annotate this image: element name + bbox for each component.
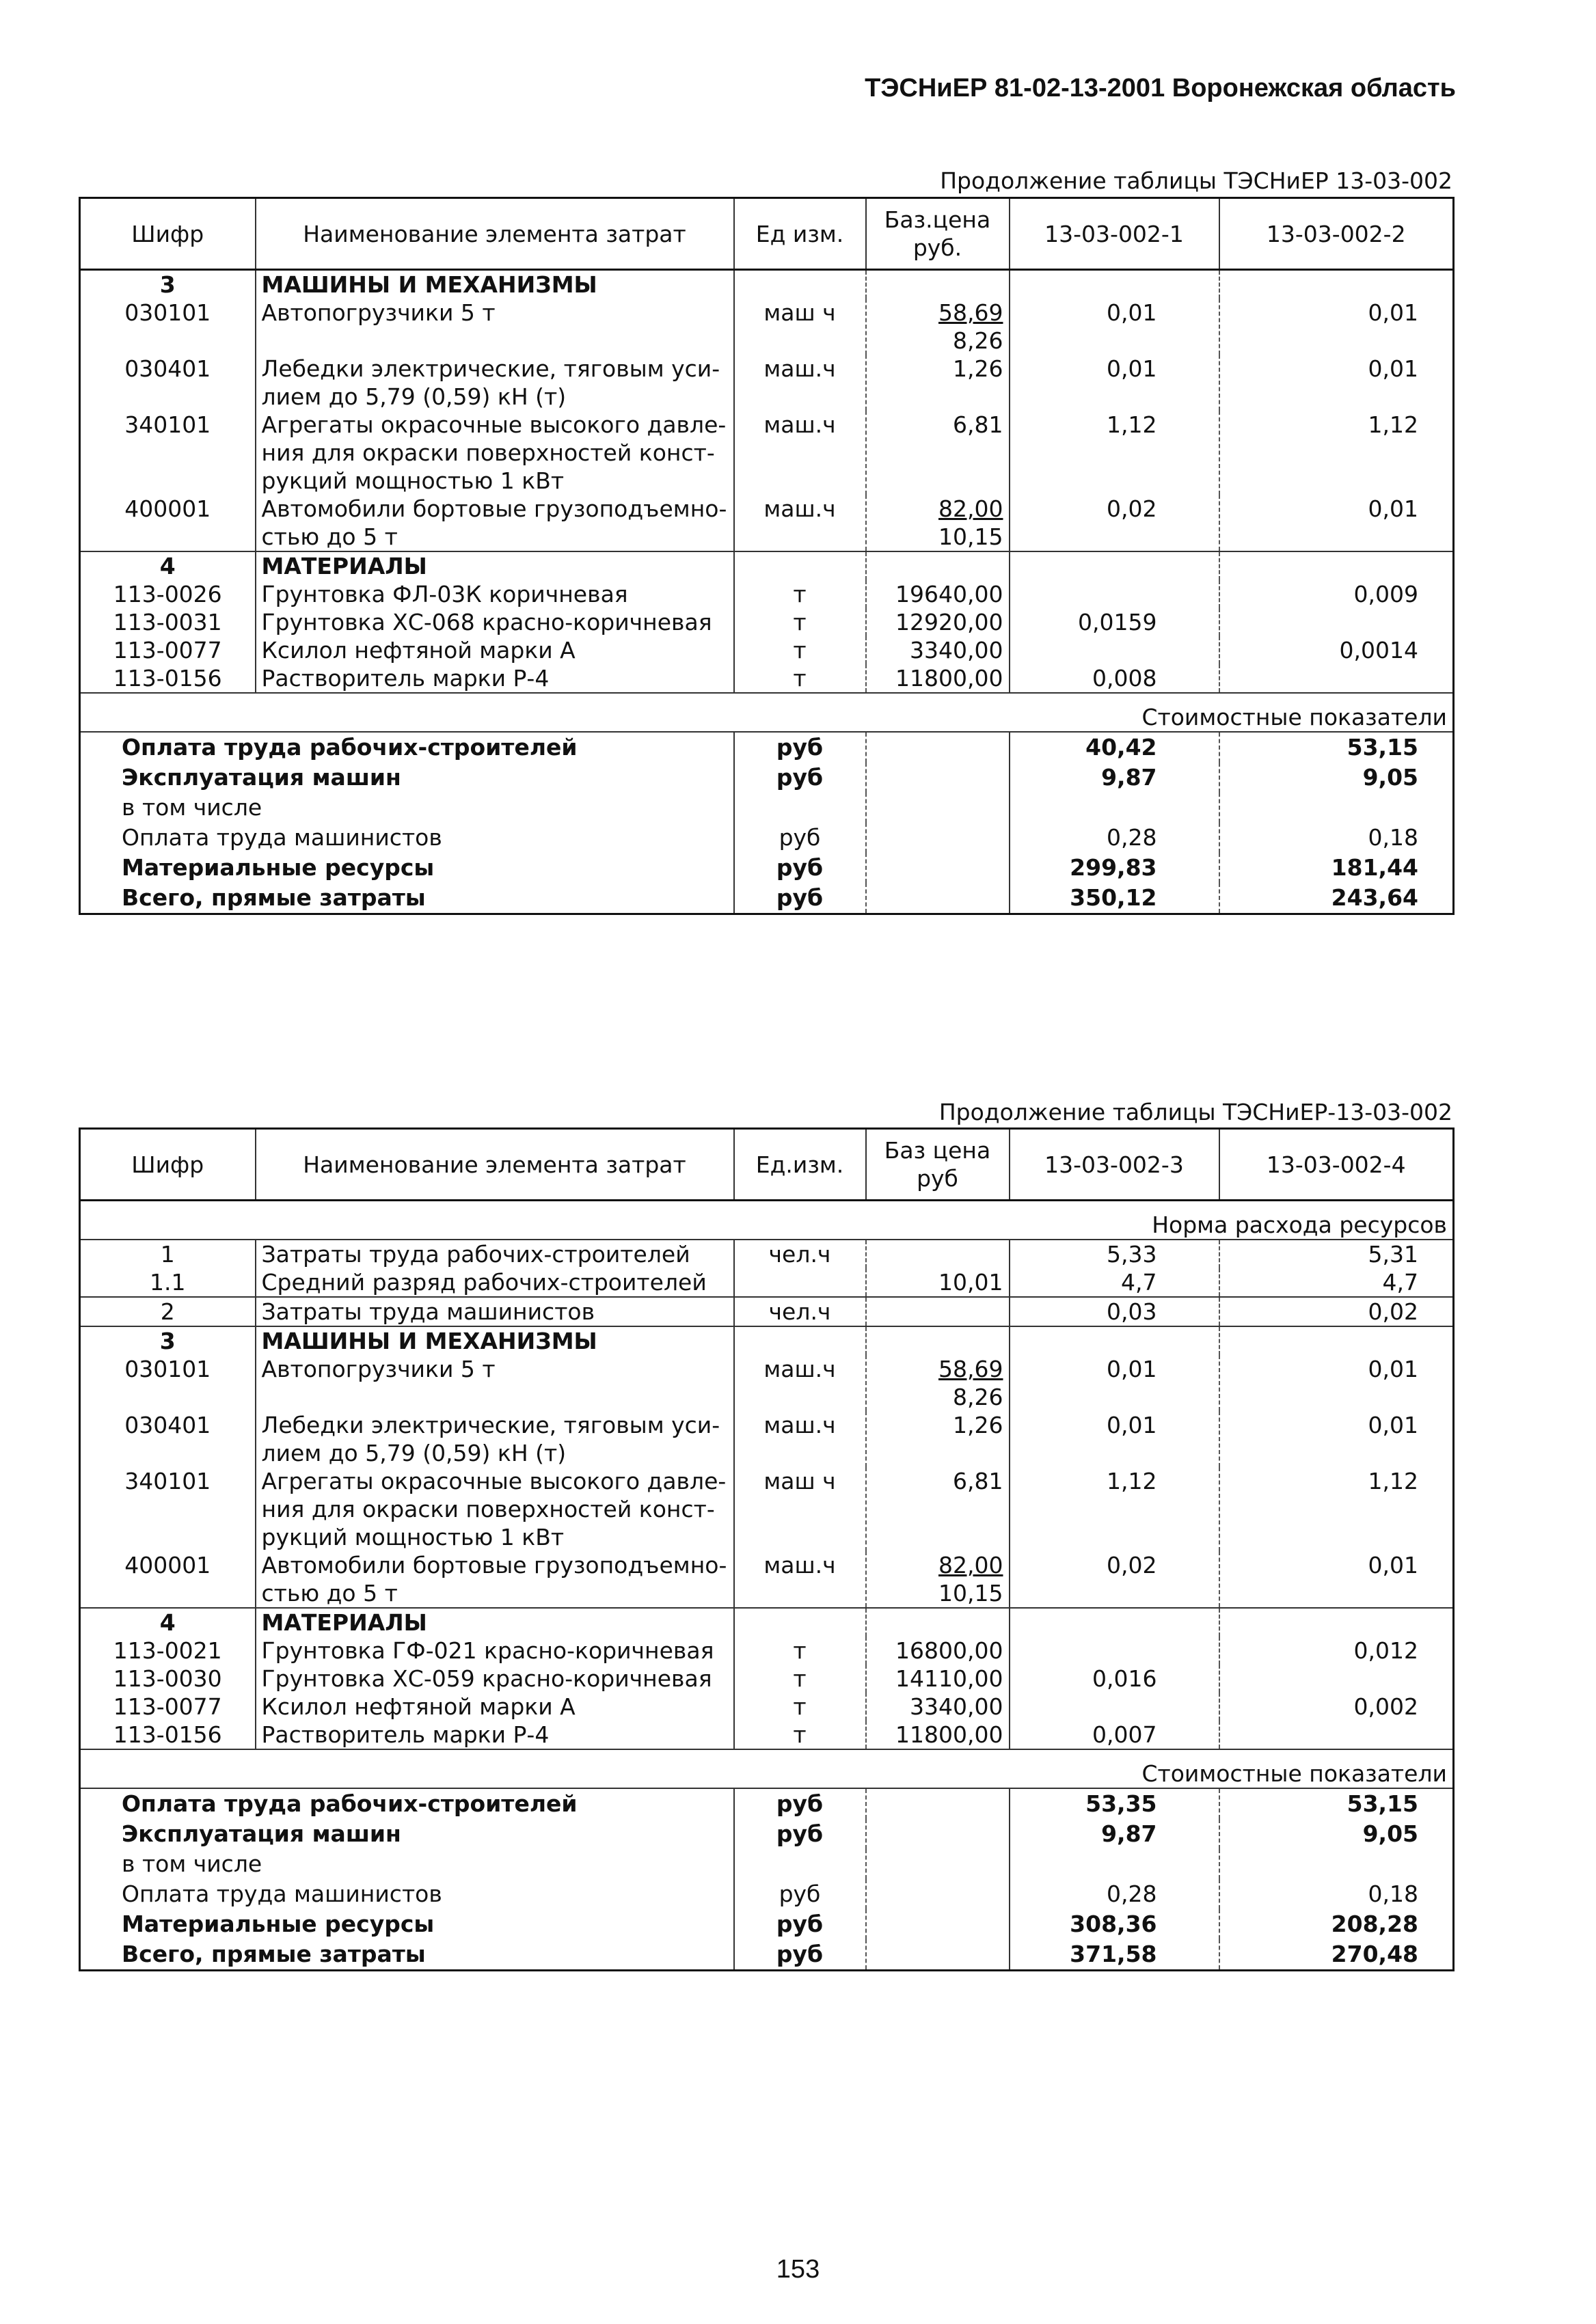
cost-unit: руб bbox=[734, 853, 866, 883]
row-price: 10,01 bbox=[866, 1268, 1010, 1297]
cost-row bbox=[80, 763, 1454, 793]
row-value-1: 4,7 bbox=[1010, 1268, 1219, 1297]
cost-label: Всего, прямые затраты bbox=[80, 1939, 734, 1971]
header-col2: 13-03-002-4 bbox=[1219, 1129, 1454, 1201]
table-row bbox=[80, 411, 1454, 495]
cost-unit: руб bbox=[734, 1939, 866, 1971]
cost-value-1: 53,35 bbox=[1010, 1788, 1219, 1819]
table-row bbox=[80, 1721, 1454, 1749]
row-value-1 bbox=[1010, 1693, 1219, 1721]
row-value-1: 0,02 bbox=[1010, 1551, 1219, 1608]
row-name: Затраты труда рабочих-строителей bbox=[256, 1240, 734, 1268]
row-name: Агрегаты окрасочные высокого давле-ния для окраски поверхностей конст-рукций мощностью 1 кВт bbox=[256, 1467, 734, 1551]
row-price bbox=[866, 355, 1010, 411]
row-value-2 bbox=[1219, 1721, 1454, 1749]
cost-label: Оплата труда рабочих-строителей bbox=[80, 1788, 734, 1819]
labor-row bbox=[80, 1240, 1454, 1268]
price-value: 3340,00 bbox=[910, 637, 1003, 664]
row-value-1: 1,12 bbox=[1010, 1467, 1219, 1551]
empty-cell bbox=[1010, 1326, 1219, 1355]
cost-value-1: 0,28 bbox=[1010, 1879, 1219, 1909]
row-code: 030401 bbox=[80, 1411, 256, 1467]
empty-cell bbox=[734, 551, 866, 580]
row-value-2: 0,0014 bbox=[1339, 637, 1418, 664]
row-unit: т bbox=[734, 1665, 866, 1693]
row-value-2: 0,01 bbox=[1368, 355, 1418, 382]
row-code: 340101 bbox=[80, 1467, 256, 1551]
price-value: 3340,00 bbox=[910, 1693, 1003, 1720]
empty-cell bbox=[866, 1326, 1010, 1355]
empty-cell bbox=[866, 732, 1010, 763]
section-code: 4 bbox=[80, 551, 256, 580]
row-price bbox=[866, 411, 1010, 495]
row-name: Растворитель марки Р-4 bbox=[256, 664, 734, 693]
row-code: 113-0031 bbox=[80, 608, 256, 636]
cost-row bbox=[80, 1849, 1454, 1879]
cost-row bbox=[80, 1909, 1454, 1939]
empty-cell bbox=[866, 551, 1010, 580]
row-code: 113-0077 bbox=[80, 1693, 256, 1721]
section-code: 3 bbox=[80, 270, 256, 299]
empty-cell bbox=[866, 853, 1010, 883]
row-value-2: 0,01 bbox=[1368, 495, 1418, 522]
cost-value-2: 181,44 bbox=[1331, 854, 1418, 881]
empty-cell bbox=[1219, 1326, 1454, 1355]
table-row bbox=[80, 495, 1454, 551]
cost-value-2 bbox=[1219, 793, 1454, 823]
price-value: 14110,00 bbox=[895, 1665, 1003, 1692]
cost-row bbox=[80, 793, 1454, 823]
cost-unit: руб bbox=[734, 823, 866, 853]
cost-value-1: 308,36 bbox=[1010, 1909, 1219, 1939]
empty-cell bbox=[734, 1608, 866, 1637]
empty-cell bbox=[1219, 551, 1454, 580]
price-value: 19640,00 bbox=[895, 581, 1003, 607]
empty-cell bbox=[866, 270, 1010, 299]
document-header: ТЭСНиЕР 81-02-13-2001 Воронежская область bbox=[865, 74, 1456, 102]
row-unit: т bbox=[734, 1637, 866, 1665]
empty-cell bbox=[866, 1939, 1010, 1971]
row-unit: маш.ч bbox=[734, 355, 866, 411]
empty-cell bbox=[866, 763, 1010, 793]
row-unit: т bbox=[734, 636, 866, 664]
row-value-1 bbox=[1010, 580, 1219, 608]
cost-unit: руб bbox=[734, 1819, 866, 1849]
resource-table-1 bbox=[79, 197, 1455, 915]
row-code: 113-0156 bbox=[80, 1721, 256, 1749]
row-code: 113-0021 bbox=[80, 1637, 256, 1665]
cost-label: в том числе bbox=[80, 1849, 734, 1879]
price-value: 12920,00 bbox=[895, 609, 1003, 635]
labor-row bbox=[80, 1268, 1454, 1297]
row-name: Ксилол нефтяной марки А bbox=[256, 636, 734, 664]
cost-banner-row bbox=[80, 693, 1454, 732]
cost-value-2: 0,18 bbox=[1368, 1881, 1418, 1907]
cost-unit bbox=[734, 793, 866, 823]
header-price: Баз.цена руб. bbox=[866, 198, 1010, 270]
table1-continuation-caption: Продолжение таблицы ТЭСНиЕР 13-03-002 bbox=[940, 167, 1452, 194]
cost-unit: руб bbox=[734, 763, 866, 793]
empty-cell bbox=[866, 883, 1010, 914]
price-sub-value: 8,26 bbox=[953, 327, 1003, 354]
row-value-2: 0,012 bbox=[1353, 1637, 1418, 1664]
row-code: 030401 bbox=[80, 355, 256, 411]
row-price bbox=[866, 1411, 1010, 1467]
section-row bbox=[80, 270, 1454, 299]
price-value: 6,81 bbox=[953, 1468, 1003, 1494]
row-price bbox=[866, 1665, 1010, 1693]
table-row bbox=[80, 1411, 1454, 1467]
row-code: 340101 bbox=[80, 411, 256, 495]
empty-cell bbox=[866, 1819, 1010, 1849]
labor-row bbox=[80, 1297, 1454, 1326]
row-unit: т bbox=[734, 1721, 866, 1749]
row-name: Затраты труда машинистов bbox=[256, 1297, 734, 1326]
cost-unit: руб bbox=[734, 732, 866, 763]
page-number: 153 bbox=[776, 2255, 820, 2284]
cost-row bbox=[80, 1788, 1454, 1819]
cost-banner-row bbox=[80, 1749, 1454, 1788]
cost-label: Материальные ресурсы bbox=[80, 853, 734, 883]
row-code: 030101 bbox=[80, 1355, 256, 1411]
section-row bbox=[80, 1326, 1454, 1355]
row-value-1 bbox=[1010, 1637, 1219, 1665]
row-value-1 bbox=[1010, 636, 1219, 664]
cost-label: Эксплуатация машин bbox=[80, 1819, 734, 1849]
row-code: 1.1 bbox=[80, 1268, 256, 1297]
cost-value-1: 0,28 bbox=[1010, 823, 1219, 853]
table-row bbox=[80, 1551, 1454, 1608]
cost-row bbox=[80, 823, 1454, 853]
row-value-2: 0,002 bbox=[1353, 1693, 1418, 1720]
cost-row bbox=[80, 853, 1454, 883]
row-code: 400001 bbox=[80, 1551, 256, 1608]
cost-row bbox=[80, 732, 1454, 763]
row-value-1: 5,33 bbox=[1010, 1240, 1219, 1268]
table-header-row bbox=[80, 198, 1454, 270]
empty-cell bbox=[1010, 1608, 1219, 1637]
empty-cell bbox=[1219, 1608, 1454, 1637]
row-value-2 bbox=[1219, 664, 1454, 693]
table-row bbox=[80, 608, 1454, 636]
cost-value-1: 9,87 bbox=[1010, 1819, 1219, 1849]
table-row bbox=[80, 1355, 1454, 1411]
header-code: Шифр bbox=[80, 1129, 256, 1201]
row-code: 113-0156 bbox=[80, 664, 256, 693]
empty-cell bbox=[866, 823, 1010, 853]
row-value-2: 0,009 bbox=[1353, 581, 1418, 607]
empty-cell bbox=[1010, 551, 1219, 580]
header-name: Наименование элемента затрат bbox=[256, 1129, 734, 1201]
cost-unit bbox=[734, 1849, 866, 1879]
row-code: 113-0030 bbox=[80, 1665, 256, 1693]
section-title: МАТЕРИАЛЫ bbox=[256, 551, 734, 580]
row-value-2: 0,01 bbox=[1368, 1552, 1418, 1578]
row-value-2: 5,31 bbox=[1368, 1241, 1418, 1268]
section-code: 4 bbox=[80, 1608, 256, 1637]
cost-value-2: 0,18 bbox=[1368, 824, 1418, 851]
cost-row bbox=[80, 883, 1454, 914]
cost-label: Оплата труда машинистов bbox=[80, 823, 734, 853]
empty-cell bbox=[866, 1879, 1010, 1909]
row-value-2 bbox=[1219, 608, 1454, 636]
row-price bbox=[866, 636, 1010, 664]
row-value-1: 0,01 bbox=[1010, 299, 1219, 355]
empty-cell bbox=[866, 793, 1010, 823]
row-price bbox=[866, 1721, 1010, 1749]
row-value-1: 0,016 bbox=[1010, 1665, 1219, 1693]
price-sub-value: 10,15 bbox=[938, 1580, 1003, 1607]
row-price bbox=[866, 1637, 1010, 1665]
section-code: 3 bbox=[80, 1326, 256, 1355]
header-unit: Ед.изм. bbox=[734, 1129, 866, 1201]
row-value-1: 0,0159 bbox=[1010, 608, 1219, 636]
table-row bbox=[80, 580, 1454, 608]
table2-continuation-caption: Продолжение таблицы ТЭСНиЕР-13-03-002 bbox=[938, 1099, 1452, 1125]
cost-value-1: 371,58 bbox=[1010, 1939, 1219, 1971]
row-unit: маш ч bbox=[734, 1467, 866, 1551]
table-row bbox=[80, 1693, 1454, 1721]
price-value: 11800,00 bbox=[895, 1721, 1003, 1748]
section-title: МАТЕРИАЛЫ bbox=[256, 1608, 734, 1637]
row-name: Автомобили бортовые грузоподъемно-стью до 5 т bbox=[256, 1551, 734, 1608]
row-unit: маш.ч bbox=[734, 1551, 866, 1608]
empty-cell bbox=[1219, 270, 1454, 299]
row-price bbox=[866, 1467, 1010, 1551]
row-value-2: 0,01 bbox=[1368, 1412, 1418, 1438]
cost-value-2 bbox=[1219, 1849, 1454, 1879]
empty-cell bbox=[1010, 270, 1219, 299]
cost-value-2: 208,28 bbox=[1331, 1911, 1418, 1937]
row-name: Ксилол нефтяной марки А bbox=[256, 1693, 734, 1721]
row-value-2: 1,12 bbox=[1368, 1468, 1418, 1494]
row-name: Автопогрузчики 5 т bbox=[256, 1355, 734, 1411]
header-price: Баз цена руб bbox=[866, 1129, 1010, 1201]
row-price bbox=[866, 580, 1010, 608]
empty-cell bbox=[866, 1608, 1010, 1637]
row-code: 030101 bbox=[80, 299, 256, 355]
row-value-1: 0,01 bbox=[1010, 1355, 1219, 1411]
header-col2: 13-03-002-2 bbox=[1219, 198, 1454, 270]
cost-row bbox=[80, 1939, 1454, 1971]
header-name: Наименование элемента затрат bbox=[256, 198, 734, 270]
cost-label: Материальные ресурсы bbox=[80, 1909, 734, 1939]
row-unit: маш ч bbox=[734, 299, 866, 355]
price-value: 1,26 bbox=[953, 1412, 1003, 1438]
row-unit: т bbox=[734, 580, 866, 608]
cost-label: Всего, прямые затраты bbox=[80, 883, 734, 914]
norm-banner-row bbox=[80, 1201, 1454, 1240]
table-row bbox=[80, 1467, 1454, 1551]
cost-value-1 bbox=[1010, 793, 1219, 823]
header-col1: 13-03-002-1 bbox=[1010, 198, 1219, 270]
row-value-2: 0,01 bbox=[1368, 299, 1418, 326]
section-row bbox=[80, 551, 1454, 580]
empty-cell bbox=[734, 1326, 866, 1355]
row-value-1: 0,01 bbox=[1010, 355, 1219, 411]
row-price bbox=[866, 1693, 1010, 1721]
cost-value-2: 53,15 bbox=[1347, 734, 1418, 761]
row-price bbox=[866, 495, 1010, 551]
norm-banner: Норма расхода ресурсов bbox=[80, 1201, 1454, 1240]
row-price bbox=[866, 1355, 1010, 1411]
cost-unit: руб bbox=[734, 1788, 866, 1819]
cost-value-2: 9,05 bbox=[1362, 764, 1418, 791]
row-value-2: 4,7 bbox=[1219, 1268, 1454, 1297]
cost-unit: руб bbox=[734, 1879, 866, 1909]
section-row bbox=[80, 1608, 1454, 1637]
row-name: Автомобили бортовые грузоподъемно-стью до 5 т bbox=[256, 495, 734, 551]
cost-value-2: 9,05 bbox=[1362, 1820, 1418, 1847]
cost-value-1 bbox=[1010, 1849, 1219, 1879]
row-value-1: 0,03 bbox=[1010, 1297, 1219, 1326]
row-name: Лебедки электрические, тяговым уси-лием до 5,79 (0,59) кН (т) bbox=[256, 1411, 734, 1467]
row-unit: маш.ч bbox=[734, 495, 866, 551]
row-value-1: 0,01 bbox=[1010, 1411, 1219, 1467]
cost-value-2: 243,64 bbox=[1331, 884, 1418, 911]
row-unit bbox=[734, 1268, 866, 1297]
price-value: 82,00 bbox=[938, 1552, 1003, 1578]
cost-label: Эксплуатация машин bbox=[80, 763, 734, 793]
row-name: Грунтовка ГФ-021 красно-коричневая bbox=[256, 1637, 734, 1665]
row-value-1: 1,12 bbox=[1010, 411, 1219, 495]
empty-cell bbox=[866, 1788, 1010, 1819]
row-unit: чел.ч bbox=[734, 1297, 866, 1326]
row-value-2: 0,02 bbox=[1219, 1297, 1454, 1326]
cost-label: Оплата труда машинистов bbox=[80, 1879, 734, 1909]
empty-cell bbox=[866, 1849, 1010, 1879]
row-unit: маш.ч bbox=[734, 1411, 866, 1467]
cost-value-1: 40,42 bbox=[1010, 732, 1219, 763]
row-price bbox=[866, 664, 1010, 693]
row-name: Грунтовка ФЛ-03К коричневая bbox=[256, 580, 734, 608]
row-code: 2 bbox=[80, 1297, 256, 1326]
row-unit: маш.ч bbox=[734, 1355, 866, 1411]
row-price bbox=[866, 299, 1010, 355]
empty-cell bbox=[866, 1909, 1010, 1939]
price-value: 58,69 bbox=[938, 1356, 1003, 1382]
cost-banner: Стоимостные показатели bbox=[80, 693, 1454, 732]
section-title: МАШИНЫ И МЕХАНИЗМЫ bbox=[256, 1326, 734, 1355]
cost-unit: руб bbox=[734, 883, 866, 914]
cost-value-1: 299,83 bbox=[1010, 853, 1219, 883]
empty-cell bbox=[734, 270, 866, 299]
table-row bbox=[80, 1665, 1454, 1693]
header-unit: Ед изм. bbox=[734, 198, 866, 270]
cost-value-2: 53,15 bbox=[1347, 1790, 1418, 1817]
row-unit: маш.ч bbox=[734, 411, 866, 495]
cost-value-1: 350,12 bbox=[1010, 883, 1219, 914]
table-row bbox=[80, 636, 1454, 664]
price-sub-value: 8,26 bbox=[953, 1384, 1003, 1410]
price-value: 1,26 bbox=[953, 355, 1003, 382]
row-code: 113-0026 bbox=[80, 580, 256, 608]
row-price bbox=[866, 1551, 1010, 1608]
row-unit: чел.ч bbox=[734, 1240, 866, 1268]
cost-unit: руб bbox=[734, 1909, 866, 1939]
row-code: 400001 bbox=[80, 495, 256, 551]
row-value-1: 0,008 bbox=[1010, 664, 1219, 693]
table-header-row bbox=[80, 1129, 1454, 1201]
cost-label: в том числе bbox=[80, 793, 734, 823]
row-name: Растворитель марки Р-4 bbox=[256, 1721, 734, 1749]
cost-value-1: 9,87 bbox=[1010, 763, 1219, 793]
row-value-1: 0,02 bbox=[1010, 495, 1219, 551]
price-value: 6,81 bbox=[953, 411, 1003, 438]
row-value-2 bbox=[1219, 1665, 1454, 1693]
row-name: Лебедки электрические, тяговым уси-лием до 5,79 (0,59) кН (т) bbox=[256, 355, 734, 411]
table-row bbox=[80, 355, 1454, 411]
row-price bbox=[866, 608, 1010, 636]
row-value-1: 0,007 bbox=[1010, 1721, 1219, 1749]
section-title: МАШИНЫ И МЕХАНИЗМЫ bbox=[256, 270, 734, 299]
row-unit: т bbox=[734, 664, 866, 693]
price-sub-value: 10,15 bbox=[938, 523, 1003, 550]
row-name: Средний разряд рабочих-строителей bbox=[256, 1268, 734, 1297]
row-unit: т bbox=[734, 1693, 866, 1721]
row-name: Грунтовка ХС-059 красно-коричневая bbox=[256, 1665, 734, 1693]
row-name: Агрегаты окрасочные высокого давле-ния для окраски поверхностей конст-рукций мощностью 1 кВт bbox=[256, 411, 734, 495]
row-price bbox=[866, 1297, 1010, 1326]
table-row bbox=[80, 1637, 1454, 1665]
cost-row bbox=[80, 1819, 1454, 1849]
cost-value-2: 270,48 bbox=[1331, 1941, 1418, 1967]
row-code: 113-0077 bbox=[80, 636, 256, 664]
cost-label: Оплата труда рабочих-строителей bbox=[80, 732, 734, 763]
table-row bbox=[80, 299, 1454, 355]
row-value-2: 1,12 bbox=[1368, 411, 1418, 438]
row-code: 1 bbox=[80, 1240, 256, 1268]
row-value-2: 0,01 bbox=[1368, 1356, 1418, 1382]
price-value: 58,69 bbox=[938, 299, 1003, 326]
header-col1: 13-03-002-3 bbox=[1010, 1129, 1219, 1201]
resource-table-2 bbox=[79, 1127, 1455, 1971]
row-price bbox=[866, 1240, 1010, 1268]
row-name: Грунтовка ХС-068 красно-коричневая bbox=[256, 608, 734, 636]
price-value: 16800,00 bbox=[895, 1637, 1003, 1664]
table-row bbox=[80, 664, 1454, 693]
row-unit: т bbox=[734, 608, 866, 636]
header-code: Шифр bbox=[80, 198, 256, 270]
cost-banner: Стоимостные показатели bbox=[80, 1749, 1454, 1788]
row-name: Автопогрузчики 5 т bbox=[256, 299, 734, 355]
cost-row bbox=[80, 1879, 1454, 1909]
price-value: 82,00 bbox=[938, 495, 1003, 522]
price-value: 11800,00 bbox=[895, 665, 1003, 692]
